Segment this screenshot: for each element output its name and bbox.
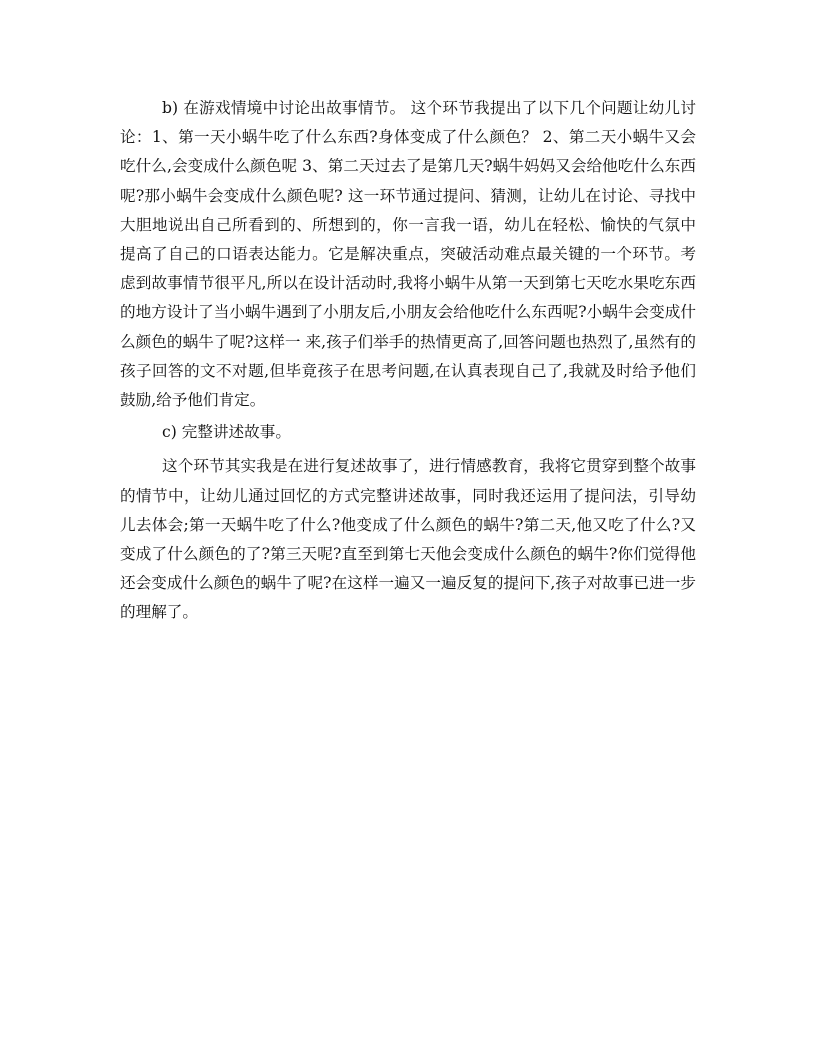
paragraph-story-discussion: b) 在游戏情境中讨论出故事情节。 这个环节我提出了以下几个问题让幼儿讨论：1、第一天小蜗牛吃了什么东西?身体变成了什么颜色？ 2、第二天小蜗牛又会吃什么,会变成什么颜色呢 3、第二天过去了是第几天?蜗牛妈妈又会给他吃什么东西呢?那小蜗牛会变成什么颜色呢? 这一环节通过提问、猜测，让幼儿在讨论、寻找中大胆地说出自己所看到的、所想到的，你一言我一语，幼儿在轻松、愉快的气氛中提高了自己的口语表达能力。它是解决重点，突破活动难点最关键的一个环节。考虑到故事情节很平凡,所以在设计活动时,我将小蜗牛从第一天到第七天吃水果吃东西的地方设计了当小蜗牛遇到了小朋友后,小朋友会给他吃什么东西呢?小蜗牛会变成什么颜色的蜗牛了呢?这样一 来,孩子们举手的热情更高了,回答问题也热烈了,虽然有的孩子回答的文不对题,但毕竟孩子在思考问题,在认真表现自己了,我就及时给予他们鼓励,给予他们肯定。 — [120, 99, 696, 410]
document-page — [120, 94, 696, 628]
section-heading-complete-retelling: c) 完整讲述故事。 — [162, 423, 291, 442]
paragraph-retelling-description: 这个环节其实我是在进行复述故事了，进行情感教育，我将它贯穿到整个故事的情节中，让幼儿通过回忆的方式完整讲述故事，同时我还运用了提问法，引导幼儿去体会;第一天蜗牛吃了什么?他变成了什么颜色的蜗牛?第二天,他又吃了什么?又变成了什么颜色的了?第三天呢?直至到第七天他会变成什么颜色的蜗牛?你们觉得他还会变成什么颜色的蜗牛了呢?在这样一遍又一遍反复的提问下,孩子对故事已进一步的理解了。 — [120, 457, 696, 622]
